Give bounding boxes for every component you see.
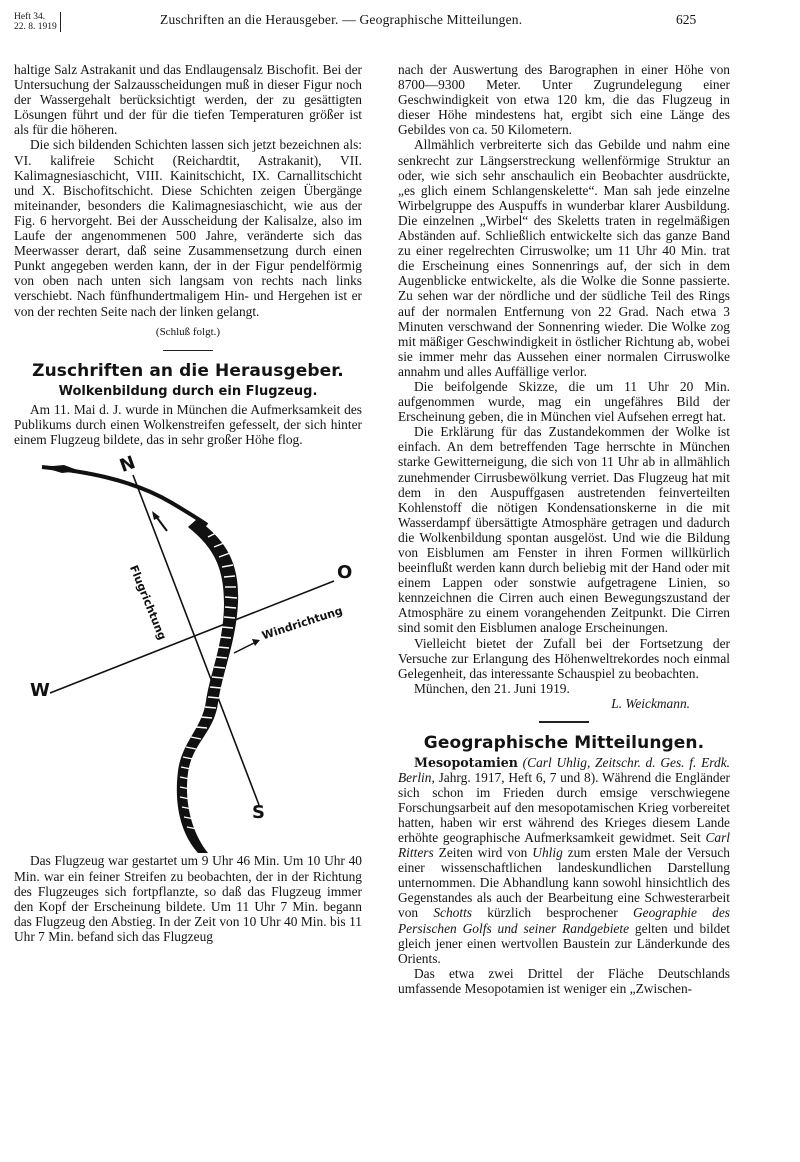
person-name: Uhlig: [532, 845, 563, 861]
paragraph: Das etwa zwei Drittel der Fläche Deutschlands umfassende Mesopotamien ist weniger ein „Zwischen-: [398, 965, 730, 996]
section-heading: Geographische Mitteilungen.: [423, 732, 705, 753]
person-name: Schotts: [433, 905, 473, 921]
section-divider: [539, 721, 589, 723]
paragraph: Vielleicht bietet der Zufall bei der Fortsetzung der Versuche zur Erlangung des Höhenweltrekordes noch einmal Gelegenheit, das interessante Schauspiel zu beobachten.: [398, 635, 730, 681]
west-label: W: [30, 680, 50, 702]
author-signature: L. Weickmann.: [611, 695, 690, 711]
article-title: Wolkenbildung durch ein Flugzeug.: [58, 384, 318, 400]
person-name: Carl Ritters: [398, 830, 730, 861]
page-number: 625: [676, 12, 697, 27]
paragraph: Die beifolgende Skizze, die um 11 Uhr 20 Min. aufgenommen wurde, mag ein ungefähres Bild der Erscheinung geben, die in München viel Aufsehen erregt hat.: [398, 378, 730, 425]
book-title: Geographie des Persischen Golfs und seiner Randgebiete: [398, 905, 731, 936]
paragraph-mesopotamien: [398, 755, 730, 966]
right-column: [398, 62, 730, 996]
paragraph: Allmählich verbreiterte sich das Gebilde und nahm eine senkrecht zur Längserstreckung wellenförmige Struktur an oder, wie sich sehr anschaulich ein Beobachter ausdrückte, „es glich einem Schlangenskelette“. Man sah jede einzelne Wirbelgruppe des Auspuffs in wunderbar klarer Ausbildung. Die einzelnen „Wirbel“ des Skeletts traten in regelmäßigen Abständen auf. Schließlich entwickelte sich das ganze Band zu einer regelrechten Cirruswolke; um 11 Uhr 40 Min. trat die Erscheinung eines Sonnenrings auf, der sich in dem Augenblicke entwickelte, als die Wolke die Sonne passierte. Zu sehen war der nördliche und der südliche Teil des Rings auf der normalen Entfernung von 22 Grad. Nach etwa 3 Minuten verschwand der Sonnenring wieder. Die Wolke zog mit mäßiger Geschwindigkeit in östlicher Richtung ab, wobei sie immer mehr das Aussehen einer normalen Cirruswolke annahm und alles Auffällige verlor.: [398, 137, 730, 379]
citation: (Carl Uhlig, Zeitschr. d. Ges. f. Erdk. Berlin,: [398, 754, 730, 785]
paragraph: haltige Salz Astrakanit und das Endlaugensalz Bischofit. Bei der Untersuchung der Salzausscheidungen muß in dieser Figur noch der Wassergehalt berücksichtigt werden, der zu gesättigten Lösungen führt und der für die tiefen Temperaturen größer ist als für die höheren.: [14, 62, 362, 138]
paragraph: Die Erklärung für das Zustandekommen der Wolke ist einfach. An dem betreffenden Tage herrschte in München starke Gewitterneigung, die sich von 11 Uhr ab in allmählich zunehmender Cirrusbewölkung verriet. Das Flugzeug hat mit dem in den Auspuffgasen austretenden feinverteilten Kohlenstoff die nötigen Kondensationskerne in die mit Wasserdampf übersättigte Atmosphäre getragen und dadurch die Wolkenbildung spontan ausgelöst. Und wie die Bildung von Eisblumen am Fenster in ihren Formen willkürlich beeinflußt werden kann durch beliebig mit der Hand oder mit einem Lappen oder sonstwie aufgetragene Linien, so kennzeichnen die Cirren auch einen Bewegungszustand der Atmosphäre zu einem vorangehenden Zeitpunkt. Die Cirren sind somit den Eisblumen analoge Erscheinungen.: [398, 424, 730, 636]
text-run: gelten und bildet gleich jener einen wertvollen Baustein zur Länderkunde des Orients.: [398, 920, 730, 966]
lead-term: Mesopotamien: [414, 754, 518, 770]
cloud-trail-diagram: [2, 453, 372, 853]
cloud-sketch-figure: [2, 453, 372, 853]
paragraph: nach der Auswertung des Barographen in einer Höhe von 8700—9300 Meter. Unter Zugrundelegung einer Geschwindigkeit von etwa 120 km, die das Flugzeug in dieser Höhe mindestens hat, ergibt sich eine Länge des Gebildes von ca. 50 Kilometern.: [398, 62, 730, 138]
running-title: Zuschriften an die Herausgeber. — Geographische Mitteilungen.: [160, 12, 523, 27]
issue-date: 22. 8. 1919: [14, 22, 57, 32]
paragraph: Die sich bildenden Schichten lassen sich jetzt bezeichnen als: VI. kalifreie Schicht (Reichardtit, Astrakanit), VII. Kalimagnesiaschicht, VIII. Kainitschicht, IX. Carnallitschicht und X. Bischofitschicht. Diese Schichten zeigen Übergänge miteinander, besonders die Kalimagnesiaschicht, wie aus der Fig. 6 hervorgeht. Bei der Ausscheidung der Kalisalze, also im Laufe der angenommenen 500 Jahre, veränderte sich das Meerwasser derart, daß seine Zusammensetzung durch einen Punkt angegeben werden kann, der in der Figur pendelförmig von oben nach unten sich langsam von rechts nach links verschiebt. Nach fünfhundertmaligem Hin- und Hergehen ist er von der rechten Seite nach der linken gelangt.: [14, 137, 362, 319]
continued-note: (Schluß folgt.): [155, 325, 221, 338]
section-divider: [163, 350, 213, 352]
text-run: Während die Engländer sich schon im Frieden durch emsige verschwiegene Forschungsarbeit auf den mesopotamischen Krieg vorbereitet hatten, haben wir erst während des Krieges diesem Lande erhöhte geographische Aufmerksamkeit gewidmet. Seit: [398, 769, 730, 845]
east-label: O: [337, 562, 353, 584]
left-column: [14, 62, 362, 944]
paragraph: Das Flugzeug war gestartet um 9 Uhr 46 Min. Um 10 Uhr 40 Min. war ein feiner Streifen zu beobachten, der in der Richtung des Flugzeuges sich fortpflanzte, so daß das Flugzeug immer den Kopf der Erscheinung bildete. Um 11 Uhr 7 Min. begann das Flugzeug den Abstieg. In der Zeit von 10 Uhr 40 Min. bis 11 Uhr 7 Min. befand sich das Flugzeug: [14, 853, 362, 944]
text-run: Zeiten wird von: [433, 845, 533, 861]
text-run: kürzlich besprochener: [472, 905, 633, 921]
issue-number: Heft 34.: [14, 12, 46, 22]
north-label: N: [116, 452, 139, 478]
issue-info: [14, 12, 61, 32]
flight-direction-label: Flugrichtung: [127, 563, 169, 643]
running-header: [0, 12, 800, 46]
paragraph: Am 11. Mai d. J. wurde in München die Aufmerksamkeit des Publikums durch einen Wolkenstreifen gefesselt, der sich hinter einem Flugzeug bildete, das in sehr großer Höhe flog.: [14, 402, 362, 448]
wind-direction-label: Windrichtung: [260, 604, 345, 643]
dateline: München, den 21. Juni 1919.: [414, 680, 570, 696]
section-heading: Zuschriften an die Herausgeber.: [32, 361, 344, 382]
citation-rest: Jahrg. 1917, Heft 6, 7 und 8).: [434, 769, 599, 785]
south-label: S: [252, 802, 265, 824]
text-run: zum ersten Male der Versuch einer wissenschaftlichen landeskundlichen Darstellung unternommen. Die Abhandlung kann sowohl hinsichtlich des Gegenstandes als auch der Bearbeitung eine Schwesterarbeit von: [398, 845, 730, 921]
